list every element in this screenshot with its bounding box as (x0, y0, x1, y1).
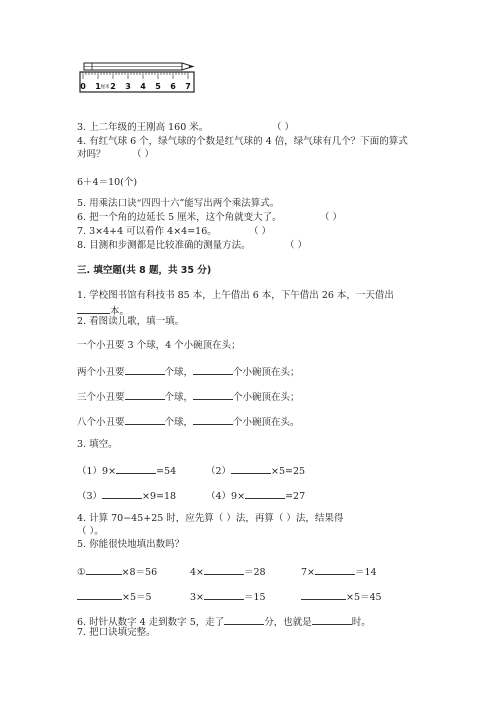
fill-3-item-2: （2） ×5=25 (206, 463, 305, 478)
fill-question-6: 6. 时针从数字 4 走到数字 5，走了 分，也就是 时。 (77, 614, 371, 629)
song-line-1: 一个小丑要 3 个球，4 个小碗顶在头； (77, 340, 241, 351)
fill-question-1-line1: 1. 学校图书馆有科技书 85 本，上午借出 6 本，下午借出 26 本，一天借出 (77, 290, 394, 301)
pencil-icon (84, 63, 193, 70)
judge-question-6 (77, 212, 343, 224)
fill-3-item-1: （1）9× =54 (77, 463, 176, 478)
fill-5-item-4: ×5＝5 (77, 589, 152, 604)
fill-3-item-3: （3） ×9=18 (77, 488, 176, 503)
answer-blank[interactable] (315, 564, 355, 575)
question-text: 6. 把一个角的边延长 5 厘米，这个角就变大了。 (77, 212, 282, 223)
question-text: 8. 目测和步测都是比较准确的测量方法。 (77, 240, 251, 251)
answer-paren[interactable]: （ ） (285, 240, 308, 251)
judge-question-8 (77, 240, 308, 252)
judge-question-5 (77, 198, 279, 210)
answer-blank[interactable] (204, 564, 244, 575)
fill-question-4: 4. 计算 70−45+25 时，应先算（ ）法，再算（ ）法，结果得 (77, 513, 344, 524)
answer-blank[interactable] (301, 589, 346, 600)
song-line-3: 三个小丑要 个球， 个小碗顶在头； (77, 389, 300, 404)
answer-blank[interactable] (116, 463, 156, 474)
song-line-2: 两个小丑要 个球， 个小碗顶在头； (77, 364, 300, 379)
question-text: 对吗？ (77, 149, 106, 160)
answer-blank[interactable] (204, 589, 244, 600)
judge-question-3 (77, 122, 295, 134)
answer-blank[interactable] (312, 614, 352, 625)
fill-question-3: 3. 填空。 (77, 439, 118, 450)
fill-3-item-4: （4）9× =27 (206, 488, 305, 503)
answer-paren[interactable]: （ ） (320, 212, 343, 223)
fill-5-item-2: 4× ＝28 (190, 564, 266, 579)
ruler-digit: 3 (125, 82, 131, 91)
fill-question-7: 7. 把口诀填完整。 (77, 627, 156, 638)
answer-blank[interactable] (125, 364, 165, 375)
answer-blank[interactable] (125, 414, 165, 425)
judge-question-7 (77, 226, 272, 238)
ruler-digit: 0 (80, 82, 86, 91)
ruler-digit: 5 (155, 82, 161, 91)
question-text: 5. 用乘法口诀“四四十六”能写出两个乘法算式。 (77, 198, 280, 209)
ruler-digit: 6 (170, 82, 176, 91)
fill-5-item-3: 7× ＝14 (301, 564, 377, 579)
judge-question-4-line1: 4. 有红气球 6 个，绿气球的个数是红气球的 4 倍，绿气球有几个？下面的算式 (77, 136, 408, 147)
ruler-digit: 7 (185, 82, 191, 91)
question-text: 7. 3×4+4 可以看作 4×4=16。 (77, 226, 217, 237)
answer-paren[interactable]: （ ） (132, 149, 155, 160)
answer-blank[interactable] (245, 488, 285, 499)
judge-question-4-line2 (77, 149, 155, 161)
fill-question-4-paren[interactable]: （ ）。 (77, 526, 104, 537)
ruler-digit: 2 (110, 82, 116, 91)
answer-blank[interactable] (231, 463, 271, 474)
answer-blank[interactable] (77, 589, 122, 600)
fill-question-2: 2. 看图读儿歌，填一填。 (77, 316, 185, 327)
ruler-unit-label: 厘米 (100, 85, 110, 90)
ruler-pencil-image (78, 58, 198, 94)
answer-paren[interactable]: （ ） (272, 122, 295, 133)
judge-question-4-formula: 6＋4＝10(个) (77, 177, 138, 188)
ruler-digit: 1 (95, 82, 101, 91)
answer-blank[interactable] (193, 364, 233, 375)
ruler-digit: 4 (140, 82, 146, 91)
answer-blank[interactable] (86, 564, 122, 575)
answer-paren[interactable]: （ ） (249, 226, 272, 237)
question-text: 本。 (110, 306, 130, 317)
fill-question-5: 5. 你能很快地填出数吗？ (77, 539, 185, 550)
section-heading: 三. 填空题(共 8 题，共 35 分) (77, 265, 212, 276)
answer-blank[interactable] (77, 303, 110, 314)
fill-5-item-5: 3× ＝15 (190, 589, 266, 604)
song-line-4: 八个小丑要 个球， 个小碗顶在头。 (77, 414, 300, 429)
answer-blank[interactable] (102, 488, 142, 499)
question-text: 3. 上二年级的王刚高 160 米。 (77, 122, 209, 133)
fill-5-item-6: ×5＝45 (301, 589, 382, 604)
fill-5-item-1: ① ×8＝56 (77, 564, 157, 579)
answer-blank[interactable] (125, 389, 165, 400)
answer-blank[interactable] (193, 414, 233, 425)
answer-blank[interactable] (224, 614, 264, 625)
answer-blank[interactable] (193, 389, 233, 400)
